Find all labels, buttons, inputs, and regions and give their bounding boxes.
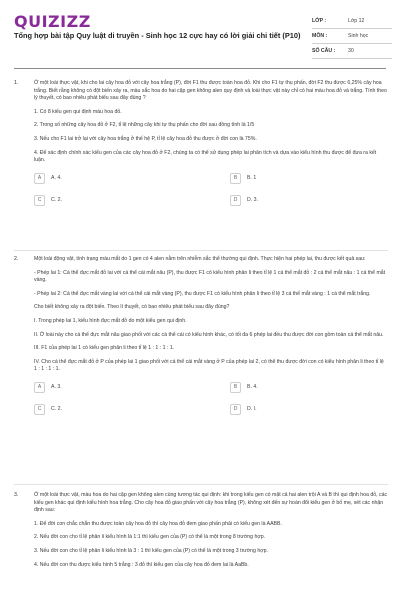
option-text: A. 4. xyxy=(51,175,62,182)
option-text: D. 3. xyxy=(247,197,258,204)
statement: I. Trong phép lai 1, kiểu hình đực mắt đỏ do một kiểu gen qui định. xyxy=(34,317,187,324)
option-letter: C xyxy=(34,195,45,206)
statement: 2. Trong số những cây hoa đỏ ở F2, tỉ lệ những cây khi tự thụ phấn cho đời sau đồng tính là 1/5 xyxy=(34,122,255,129)
option-d[interactable] xyxy=(230,195,258,206)
statement: 1. Có 8 kiểu gen qui định màu hoa đỏ. xyxy=(34,108,122,115)
option-letter: B xyxy=(230,382,241,393)
option-b[interactable] xyxy=(230,382,258,393)
question-number: 1. xyxy=(14,80,19,86)
statement: 4. Nếu đời con thu được kiểu hình 5 trắng : 3 đỏ thì kiểu gen của cây hoa đỏ đem lai là AaBb. xyxy=(34,561,249,568)
meta-value: Sinh học xyxy=(348,33,369,39)
question-body xyxy=(34,80,388,165)
meta-key: SỐ CÂU : xyxy=(312,48,336,54)
question-stem: Ở một loài thực vật, màu hoa do hai cặp gen không alen cùng tương tác qui định: khi trong kiểu gen có mặt cả hai alen trội A và B thì qui định hoa đỏ, các kiểu gen khác qui định kiểu hình hoa trắng. Cho cây hoa đỏ giao phấn với cây hoa trắng (P), không xét đến sự hoán đổi kiểu gen ở bố mẹ, xét các nhận định sau: xyxy=(34,492,388,514)
question-stem: Một loài động vật, tính trạng màu mắt do 1 gen có 4 alen nằm trên nhiễm sắc thể thường qui định. Thực hiện hai phép lai, thu được kết quả sau: xyxy=(34,256,366,262)
meta-key: LỚP : xyxy=(312,18,327,24)
option-b[interactable] xyxy=(230,173,256,184)
statement: 1. Để đời con chắc chắn thu được toàn cây hoa đỏ thì cây hoa đỏ đem giao phấn phải có kiểu gen là AABB. xyxy=(34,520,282,527)
meta-row-subject xyxy=(312,29,392,44)
option-c[interactable] xyxy=(34,195,62,206)
meta-table xyxy=(312,14,392,59)
statement: 3. Nếu đời con cho tỉ lệ phân li kiểu hình là 3 : 1 thì kiểu gen của (P) có thể là một trong 3 trường hợp. xyxy=(34,547,268,554)
option-a[interactable] xyxy=(34,382,62,393)
option-letter: A xyxy=(34,173,45,184)
question-number: 2. xyxy=(14,256,19,262)
option-letter: B xyxy=(230,173,241,184)
option-letter: C xyxy=(34,404,45,415)
option-text: C. 2. xyxy=(51,406,62,413)
statement: III. F1 của phép lai 1 có kiểu gen phân li theo tỉ lệ 1 : 1 : 1 : 1. xyxy=(34,345,175,352)
option-d[interactable] xyxy=(230,404,257,415)
question-number: 3. xyxy=(14,492,19,498)
header-divider xyxy=(14,68,386,69)
option-letter: D xyxy=(230,404,241,415)
question-stem: Ở một loài thực vật, khi cho lai cây hoa đỏ với cây hoa trắng (P), đời F1 thu được toàn hoa đỏ. Khi cho F1 tự thụ phấn, đời F2 thu được 6,25% cây hoa trắng. Biết rằng không có đột biến xảy ra, màu sắc hoa do hai cặp gen không alen quy định và loài thực vật này chỉ có hai màu hoa đỏ và trắng. Tính theo lý thuyết, có bao nhiêu phát biểu sau đây đúng ? xyxy=(34,80,387,102)
question-2 xyxy=(14,256,388,424)
answer-options xyxy=(34,380,388,424)
meta-value: Lớp 12 xyxy=(348,18,365,24)
meta-row-count xyxy=(312,44,392,59)
question-body xyxy=(34,492,388,569)
option-a[interactable] xyxy=(34,173,62,184)
document-title: Tổng hợp bài tập Quy luật di truyền - Sinh học 12 cực hay có lời giải chi tiết (P10) xyxy=(14,31,301,40)
option-text: C. 2. xyxy=(51,197,62,204)
option-c[interactable] xyxy=(34,404,62,415)
statement: II. Ở loài này cho cá thể đực mắt nâu giao phối với các cá thể cái có kiểu hình khác, có tối đa 6 phép lai đều thu được đời con gồm toàn cá thể mắt nâu. xyxy=(34,331,384,338)
statement: 4. Để xác định chính xác kiểu gen của các cây hoa đỏ ở F2, chúng ta có thể sử dụng phép lai phân tích và dựa vào kiểu hình thu được để đưa ra kết luận. xyxy=(34,149,377,164)
meta-row-class xyxy=(312,14,392,29)
meta-value: 30 xyxy=(348,48,354,54)
statement: - Phép lai 2: Cá thể đực mắt vàng lai với cá thể cái mắt vàng (P), thu được F1 có kiểu hình phân li theo tỉ lệ 3 cá thể mắt vàng : 1 cá thể mắt trắng. xyxy=(34,290,371,297)
option-letter: D xyxy=(230,195,241,206)
option-text: B. 4. xyxy=(247,384,258,391)
option-letter: A xyxy=(34,382,45,393)
question-3 xyxy=(14,492,388,575)
statement: 2. Nếu đời con cho tỉ lệ phân li kiểu hình là 1:1 thì kiểu gen của (P) có thể là một trong 8 trường hợp. xyxy=(34,534,266,541)
option-text: A. 3. xyxy=(51,384,62,391)
question-body xyxy=(34,256,388,374)
question-1 xyxy=(14,80,388,215)
statement: 3. Nếu cho F1 lai trở lại với cây hoa trắng ở thế hệ P, tỉ lệ cây hoa đỏ thu được ở đời con là 75%. xyxy=(34,135,257,142)
document-header xyxy=(0,0,400,70)
option-text: B. 1 xyxy=(247,175,257,182)
quizizz-logo: QUIZIZZ xyxy=(14,12,91,31)
answer-options xyxy=(34,171,388,215)
meta-key: MÔN : xyxy=(312,33,328,39)
statement: - Phép lai 1: Cá thể đực mắt đỏ lai với cá thể cái mắt nâu (P), thu được F1 có kiểu hình phân li theo tỉ lệ 1 cá thể mắt đỏ : 2 cá thể mắt nâu : 1 cá thể mắt vàng. xyxy=(34,269,386,284)
statement: IV. Cho cá thể đực mắt đỏ ở P của phép lai 1 giao phối với cá thể cái mắt vàng ở P của phép lai 2, có thể thu được đời con có kiểu hình phân li theo tỉ lệ 1 : 1 : 1 : 1. xyxy=(34,358,384,373)
question-separator xyxy=(14,250,388,251)
question-separator xyxy=(14,484,388,485)
statement: Cho biết không xảy ra đột biến. Theo lí thuyết, có bao nhiêu phát biểu sau đây đúng? xyxy=(34,304,230,311)
option-text: D. I. xyxy=(247,406,257,413)
